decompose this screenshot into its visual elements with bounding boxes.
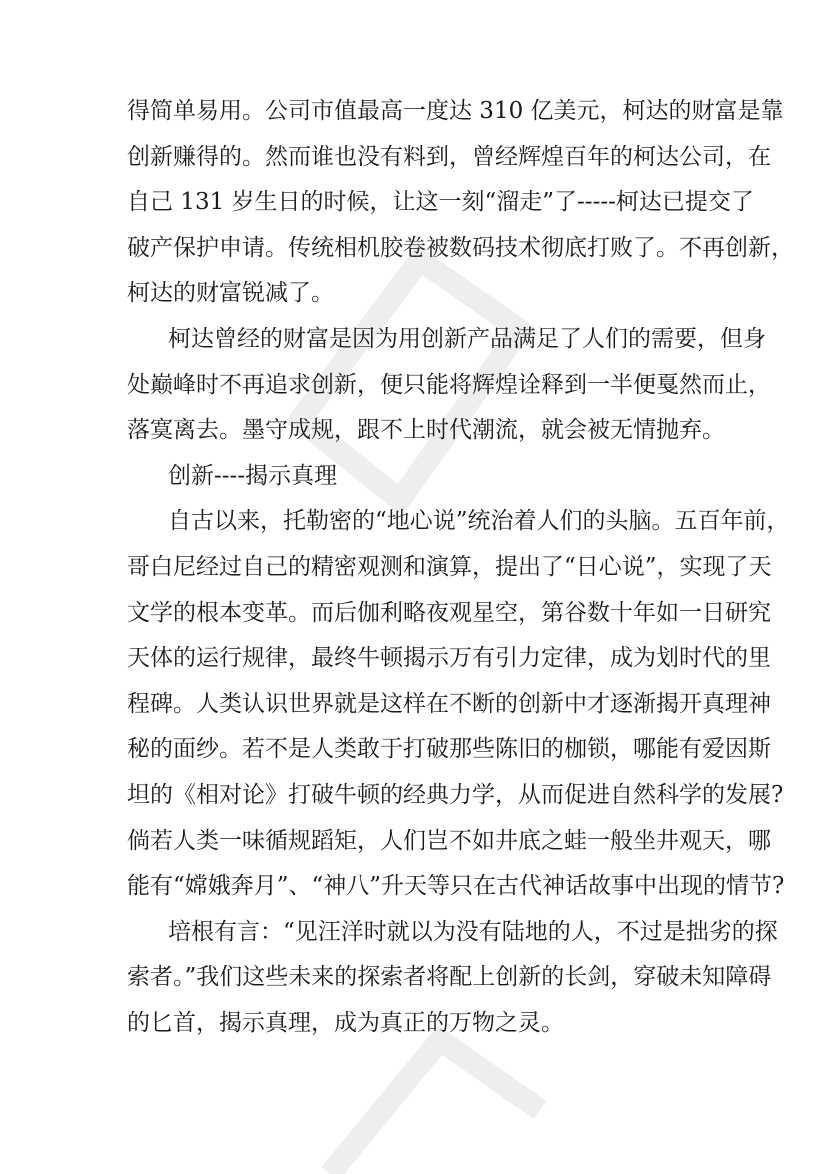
text-line: 破产保护申请。传统相机胶卷被数码技术彻底打败了。不再创新，: [127, 234, 794, 261]
text-line: 创新----揭示真理: [168, 462, 338, 489]
document-body: [127, 89, 794, 1046]
text-line: 天体的运行规律，最终牛顿揭示万有引力定律，成为划时代的里: [127, 645, 771, 672]
text-line: 创新赚得的。然而谁也没有料到，曾经辉煌百年的柯达公司，在: [127, 143, 771, 170]
text-line: 哥白尼经过自己的精密观测和演算，提出了“日心说”，实现了天: [127, 553, 772, 580]
text-line: 处巅峰时不再追求创新，便只能将辉煌诠释到一半便戛然而止，: [127, 371, 771, 398]
text-line: 程碑。人类认识世界就是这样在不断的创新中才逐渐揭开真理神: [127, 690, 771, 717]
text-line: 索者。”我们这些未来的探索者将配上创新的长剑，穿破未知障碍: [127, 964, 772, 991]
paragraph: [127, 454, 713, 500]
text-line: 柯达曾经的财富是因为用创新产品满足了人们的需要，但身: [168, 325, 766, 352]
text-line: 坦的《相对论》打破牛顿的经典力学，从而促进自然科学的发展?: [127, 781, 784, 808]
paragraph: [127, 89, 794, 317]
text-line: 能有“嫦娥奔月”、“神八”升天等只在古代神话故事中出现的情节?: [127, 873, 785, 900]
text-line: 落寞离去。墨守成规，跟不上时代潮流，就会被无情抛弃。: [127, 417, 725, 444]
text-line: 柯达的财富锐减了。: [127, 280, 334, 307]
text-line: 自己 131 岁生日的时候，让这一刻“溜走”了-----柯达已提交了: [127, 189, 754, 216]
text-line: 得简单易用。公司市值最高一度达 310 亿美元，柯达的财富是靠: [127, 98, 784, 124]
text-line: 文学的根本变革。而后伽利略夜观星空，第谷数十年如一日研究: [127, 599, 771, 626]
text-line: 的匕首，揭示真理，成为真正的万物之灵。: [127, 1009, 564, 1036]
paragraph: [127, 317, 771, 454]
text-line: 倘若人类一味循规蹈矩，人们岂不如井底之蛙一般坐井观天，哪: [127, 827, 771, 854]
text-line: 培根有言：“见汪洋时就以为没有陆地的人，不过是拙劣的探: [168, 918, 778, 945]
text-line: 自古以来，托勒密的“地心说”统治着人们的头脑。五百年前，: [168, 508, 790, 535]
text-line: 秘的面纱。若不是人类敢于打破那些陈旧的枷锁，哪能有爱因斯: [127, 736, 771, 763]
paragraph: [127, 499, 790, 909]
paragraph: [127, 910, 778, 1047]
